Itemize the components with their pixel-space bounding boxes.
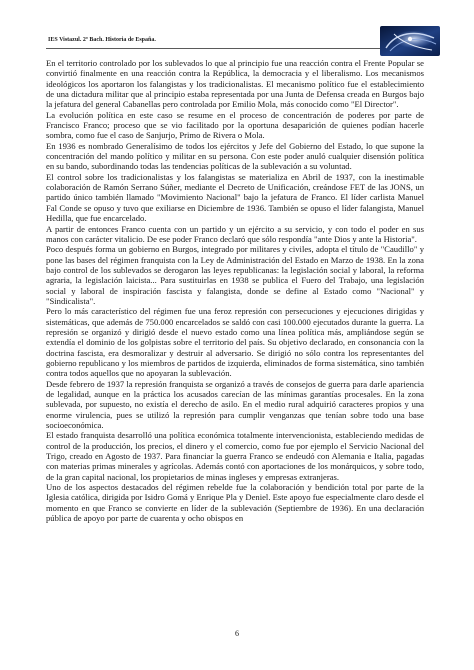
document-body [46,58,424,523]
school-logo-icon [380,26,440,56]
header-rule [46,48,380,49]
paragraph: En 1936 es nombrado Generalísimo de todos los ejércitos y Jefe del Gobierno del Estado, lo que supone la concentración del mando político y militar en su persona. Con este poder anuló cualquier disensión política en su bando, subordinando todas las tendencias políticas de la sublevación a su voluntad. [46,140,424,172]
paragraph: En el territorio controlado por los sublevados lo que al principio fue una reacción contra el Frente Popular se convirtió finalmente en una reacción contra la República, la democracia y el liberalismo. Los mecanismos ideológicos los aportaron los falangistas y los tradicionalistas. El mecanismo político fue el establecimiento de una dictadura militar que al principio estaba representada por una Junta de Defensa creada en Burgos bajo la jefatura del general Cabanellas pero controlada por Emilio Mola, más conocido como "El Director". [46,58,424,110]
paragraph: Poco después forma un gobierno en Burgos, integrado por militares y civiles, adopta el título de "Caudillo" y pone las bases del régimen franquista con la Ley de Administración del Estado en Marzo de 1938. En la zona bajo control de los sublevados se derogaron las leyes republicanas: la legislación social y laboral, la reforma agraria, la legislación laicista... Para sustituirlas en 1938 se publica el Fuero del Trabajo, una legislación social y laboral de inspiración fascista y falangista, donde se define al Estado como "Nacional" y "Sindicalista". [46,244,424,306]
paragraph: Pero lo más característico del régimen fue una feroz represión con persecuciones y ejecuciones dirigidas y sistemáticas, que además de 750.000 encarcelados se saldó con casi 100.000 ejecutados durante la guerra. La represión se organizó y dirigió desde el nuevo estado como una línea política más, ampliándose según se extendía el dominio de los golpistas sobre el territorio del país. Su objetivo declarado, en consonancia con la doctrina fascista, era desmoralizar y destruir al adversario. Se dirigió no sólo contra los representantes del gobierno republicano y los miembros de partidos de izquierda, eliminados de forma sistemática, sino también contra todos aquellos que no apoyaran la sublevación. [46,306,424,379]
page-number: 6 [235,629,239,638]
paragraph: El estado franquista desarrolló una política económica totalmente intervencionista, estableciendo medidas de control de la producción, los precios, el dinero y el comercio, como fue por ejemplo el Servicio Nacional del Trigo, creado en Agosto de 1937. Para financiar la guerra Franco se endeudó con Alemania e Italia, pagadas con materias primas minerales y agrícolas. Además contó con aportaciones de los monárquicos, y sobre todo, de la gran capital nacional, los propietarios de minas ingleses y empresas extranjeras. [46,430,424,482]
page-header [46,26,440,56]
paragraph: El control sobre los tradicionalistas y los falangistas se materializa en Abril de 1937, con la inestimable colaboración de Ramón Serrano Súñer, mediante el Decreto de Unificación, creándose FET de las JONS, un partido único también llamado "Movimiento Nacional" bajo la jefatura de Franco. El líder carlista Manuel Fal Conde se opuso y tuvo que exiliarse en Diciembre de 1936. También se opuso el líder falangista, Manuel Hedilla, que fue encarcelado. [46,171,424,224]
paragraph: Uno de los aspectos destacados del régimen rebelde fue la colaboración y bendición total por parte de la Iglesia católica, dirigida por Isidro Gomá y Enrique Pla y Deniel. Este apoyo fue especialmente claro desde el momento en que Franco se convierte en líder de la sublevación (Septiembre de 1936). En una declaración pública de apoyo por parte de cuarenta y ocho obispos en [46,482,424,524]
header-title: IES Vistazul. 2º Bach. Historia de España. [48,37,156,43]
paragraph: La evolución política en este caso se resume en el proceso de concentración de poderes por parte de Francisco Franco; proceso que se vio facilitado por la oportuna desaparición de quienes podían hacerle sombra, como fue el caso de Sanjurjo, Primo de Rivera o Mola. [46,109,424,141]
paragraph: Desde febrero de 1937 la represión franquista se organizó a través de consejos de guerra para darle apariencia de legalidad, aunque en la práctica los acusados carecían de las mínimas garantías procesales. En la zona sublevada, por supuesto, no existía el derecho de asilo. En el medio rural adquirió caracteres propios y una enorme virulencia, pues se utilizó la represión para cumplir venganzas que tenían sobre todo una base socioeconómica. [46,378,424,431]
paragraph: A partir de entonces Franco cuenta con un partido y un ejército a su servicio, y con todo el poder en sus manos con carácter vitalicio. De ese poder Franco declaró que sólo respondía "ante Dios y ante la Historia". [46,223,424,244]
